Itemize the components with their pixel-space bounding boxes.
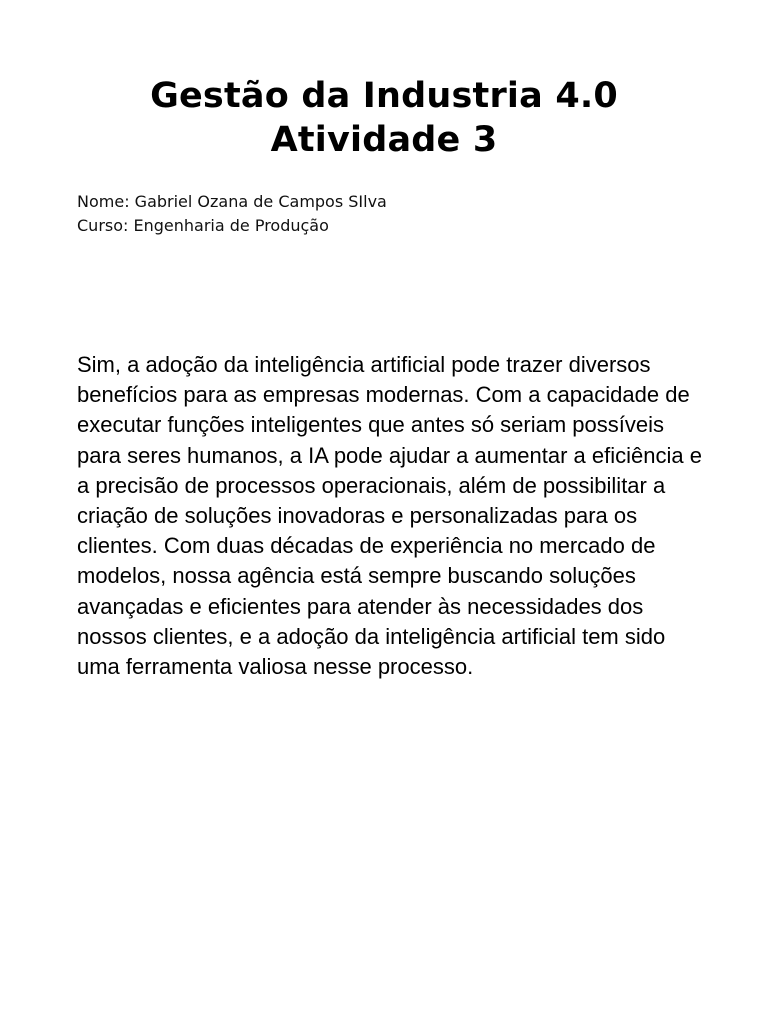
- document-title: [0, 74, 768, 162]
- body-paragraph: Sim, a adoção da inteligência artificial pode trazer diversos benefícios para as empresas modernas. Com a capacidade de executar funções inteligentes que antes só seriam possíveis para seres humanos, a IA pode ajudar a aumentar a eficiência e a precisão de processos operacionais, além de possibilitar a criação de soluções inovadoras e personalizadas para os clientes. Com duas décadas de experiência no mercado de modelos, nossa agência está sempre buscando soluções avançadas e eficientes para atender às necessidades dos nossos clientes, e a adoção da inteligência artificial tem sido uma ferramenta valiosa nesse processo.: [77, 352, 702, 680]
- student-info: [77, 190, 697, 238]
- title-line-1: Gestão da Industria 4.0: [150, 76, 618, 116]
- title-line-2: Atividade 3: [270, 120, 498, 160]
- student-name: Nome: Gabriel Ozana de Campos SIlva: [77, 192, 387, 211]
- course-name: Curso: Engenharia de Produção: [77, 216, 329, 235]
